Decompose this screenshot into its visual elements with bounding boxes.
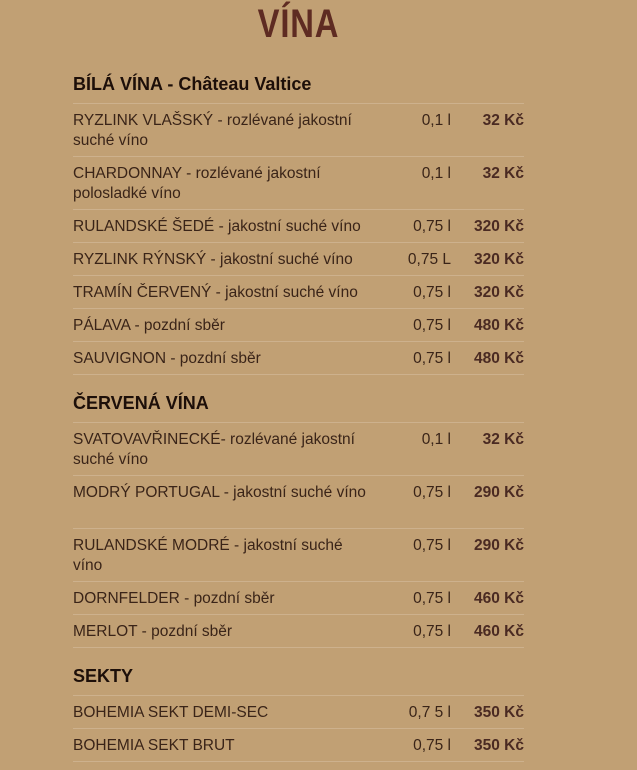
item-name: RYZLINK VLAŠSKÝ - rozlévané jakostní suché víno [73,112,352,149]
item-name: RYZLINK RÝNSKÝ - jakostní suché víno [73,251,353,268]
item-price: 290 Kč [474,484,524,501]
item-price: 350 Kč [474,737,524,754]
item-volume: 0,75 l [413,317,451,334]
item-name: MERLOT - pozdní sběr [73,623,233,640]
item-volume: 0,75 l [413,537,451,554]
item-name: CHARDONNAY - rozlévané jakostní polosladké víno [73,165,321,202]
page-title: VÍNA [257,2,340,46]
section-heading: BÍLÁ VÍNA - Château Valtice [73,72,524,104]
item-name: TRAMÍN ČERVENÝ - jakostní suché víno [73,284,358,301]
menu-item [73,157,524,210]
section-red-wines [73,391,524,648]
menu-item [73,210,524,243]
menu-item [73,696,524,729]
section-sparkling-wines [73,664,524,762]
menu-item [73,423,524,476]
menu-item [73,615,524,648]
item-volume: 0,75 l [413,484,451,501]
section-heading: SEKTY [73,664,524,696]
item-name: RULANDSKÉ MODRÉ - jakostní suché víno [73,537,343,574]
section-white-wines [73,72,524,375]
item-name: BOHEMIA SEKT BRUT [73,737,235,754]
item-price: 32 Kč [482,112,524,129]
menu-item [73,243,524,276]
menu-item [73,529,524,582]
menu-item [73,582,524,615]
item-price: 320 Kč [474,251,524,268]
item-price: 480 Kč [474,350,524,367]
item-price: 460 Kč [474,590,524,607]
menu-item [73,276,524,309]
item-name: BOHEMIA SEKT DEMI-SEC [73,704,269,721]
menu-item [73,476,524,529]
item-name: MODRÝ PORTUGAL - jakostní suché víno [73,484,366,501]
item-volume: 0,1 l [421,112,451,129]
item-volume: 0,75 l [413,350,451,367]
item-name: PÁLAVA - pozdní sběr [73,317,225,334]
item-volume: 0,7 5 l [408,704,451,721]
item-name: SVATOVAVŘINECKÉ- rozlévané jakostní suché víno [73,431,355,468]
item-price: 350 Kč [474,704,524,721]
item-volume: 0,75 L [407,251,451,268]
item-volume: 0,75 l [413,590,451,607]
item-volume: 0,1 l [421,431,451,448]
menu-item [73,104,524,157]
item-price: 480 Kč [474,317,524,334]
item-volume: 0,75 l [413,218,451,235]
item-price: 460 Kč [474,623,524,640]
item-volume: 0,75 l [413,623,451,640]
menu-item [73,342,524,375]
item-volume: 0,75 l [413,737,451,754]
item-volume: 0,1 l [421,165,451,182]
item-price: 32 Kč [482,431,524,448]
item-price: 320 Kč [474,284,524,301]
item-price: 32 Kč [482,165,524,182]
item-price: 290 Kč [474,537,524,554]
item-name: SAUVIGNON - pozdní sběr [73,350,261,367]
item-name: DORNFELDER - pozdní sběr [73,590,275,607]
item-name: RULANDSKÉ ŠEDÉ - jakostní suché víno [73,218,361,235]
item-price: 320 Kč [474,218,524,235]
section-heading: ČERVENÁ VÍNA [73,391,524,423]
wine-menu [73,72,524,762]
menu-item [73,309,524,342]
item-volume: 0,75 l [413,284,451,301]
menu-item [73,729,524,762]
